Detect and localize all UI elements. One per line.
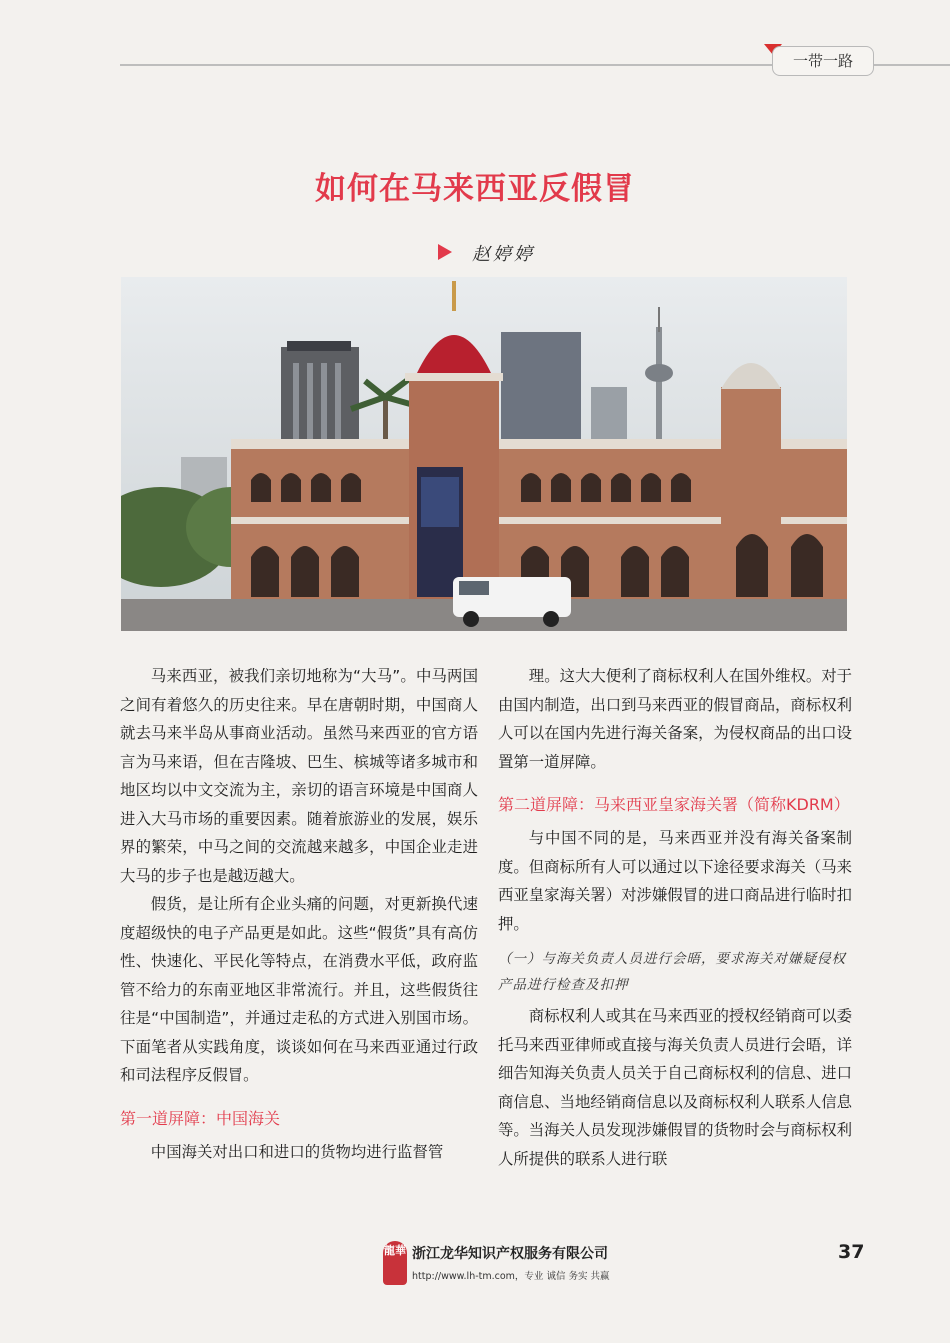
paragraph: 与中国不同的是，马来西亚并没有海关备案制度。但商标所有人可以通过以下途径要求海关（马来西亚皇家海关署）对涉嫌假冒的进口商品进行临时扣押。: [498, 829, 852, 933]
company-logo-text: 龍華: [384, 1244, 406, 1257]
section-heading: 第一道屏障：中国海关: [120, 1108, 281, 1128]
text-column-right: [498, 662, 852, 1173]
paragraph: 假货，是让所有企业头痛的问题，对更新换代速度超级快的电子产品更是如此。这些“假货”具有高仿性、快速化、平民化等特点，在消费水平低，政府监管不给力的东南亚地区非常流行。并且，这些假货往往是“中国制造”，并通过走私的方式进入别国市场。下面笔者从实践角度，谈谈如何在马来西亚通过行政和司法程序反假冒。: [120, 895, 478, 1084]
paragraph: 理。这大大便利了商标权利人在国外维权。对于由国内制造，出口到马来西亚的假冒商品，商标权利人可以在国内先进行海关备案，为侵权商品的出口设置第一道屏障。: [498, 667, 853, 771]
company-logo-icon: [383, 1241, 407, 1285]
section-heading: 第二道屏障：马来西亚皇家海关署（简称KDRM）: [498, 795, 850, 814]
section-tag: 一带一路: [772, 46, 874, 76]
author-arrow-icon: [438, 244, 452, 260]
footer-url: http://www.lh-tm.com，专业 诚信 务实 共赢: [412, 1271, 610, 1282]
footer-company-name: 浙江龙华知识产权服务有限公司: [412, 1246, 608, 1262]
author-name: 赵婷婷: [472, 244, 535, 265]
building-photo: [121, 277, 847, 631]
article-title: 如何在马来西亚反假冒: [315, 171, 635, 207]
paragraph: 马来西亚，被我们亲切地称为“大马”。中马两国之间有着悠久的历史往来。早在唐朝时期，中国商人就去马来半岛从事商业活动。虽然马来西亚的官方语言为马来语，但在吉隆坡、巴生、槟城等诸多城市和地区均以中文交流为主，亲切的语言环境是中国商人进入大马市场的重要因素。随着旅游业的发展，娱乐界的繁荣，中马之间的交流越来越多，中国企业走进大马的步子也是越迈越大。: [120, 667, 478, 885]
paragraph: 商标权利人或其在马来西亚的授权经销商可以委托马来西亚律师或直接与海关负责人员进行会晤，详细告知海关负责人员关于自己商标权利的信息、进口商信息、当地经销商信息以及商标权利人联系人信息等。当海关人员发现涉嫌假冒的货物时会与商标权利人所提供的联系人进行联: [498, 1007, 853, 1168]
page-number: 37: [838, 1241, 865, 1263]
text-column-left: [120, 662, 478, 1166]
paragraph: 中国海关对出口和进口的货物均进行监督管: [150, 1142, 444, 1161]
subsection-heading: （一）与海关负责人员进行会晤，要求海关对嫌疑侵权产品进行检查及扣押: [498, 951, 846, 993]
sultan-abdul-samad-building-illustration: [121, 277, 847, 631]
